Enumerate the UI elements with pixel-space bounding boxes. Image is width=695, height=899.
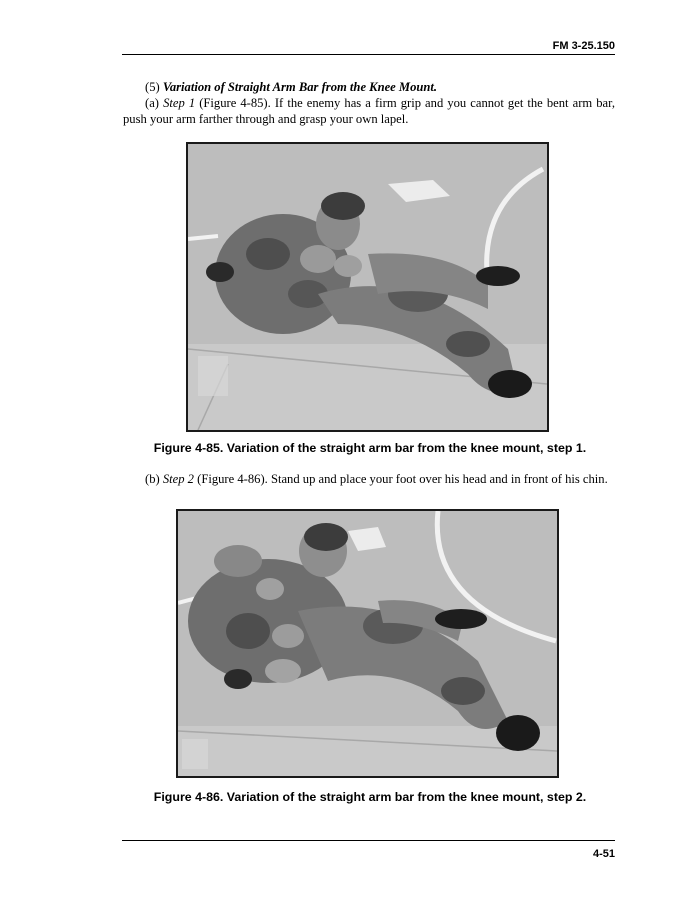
section-number: (5) [145,80,160,94]
step2-text: (Figure 4-86). Stand up and place your foot over his head and in front of his chin. [197,472,608,486]
figure-4-86-photo [176,509,559,778]
page-number: 4-51 [592,848,615,860]
step1-text: (Figure 4-85). If the enemy has a firm grip and you cannot get the bent arm bar, push your arm farther through and grasp your own lapel. [123,96,615,126]
section-heading [123,80,615,96]
step2-prefix: (b) [145,472,160,486]
header-rule [122,54,615,55]
document-id: FM 3-25.150 [552,40,615,52]
step1-prefix: (a) [145,96,159,110]
step2-label: Step 2 [162,472,194,486]
figure-4-85-caption: Figure 4-85. Variation of the straight arm bar from the knee mount, step 1. [153,441,587,455]
grappling-photo-step2 [178,511,557,776]
section-title: Variation of Straight Arm Bar from the Knee Mount. [162,80,438,94]
footer-rule [122,840,615,841]
step1-paragraph [123,96,615,127]
step2-paragraph [123,472,615,488]
figure-4-86-caption: Figure 4-86. Variation of the straight arm bar from the knee mount, step 2. [153,790,587,804]
grappling-photo-step1 [188,144,547,430]
figure-4-85-photo [186,142,549,432]
step1-label: Step 1 [163,96,196,110]
